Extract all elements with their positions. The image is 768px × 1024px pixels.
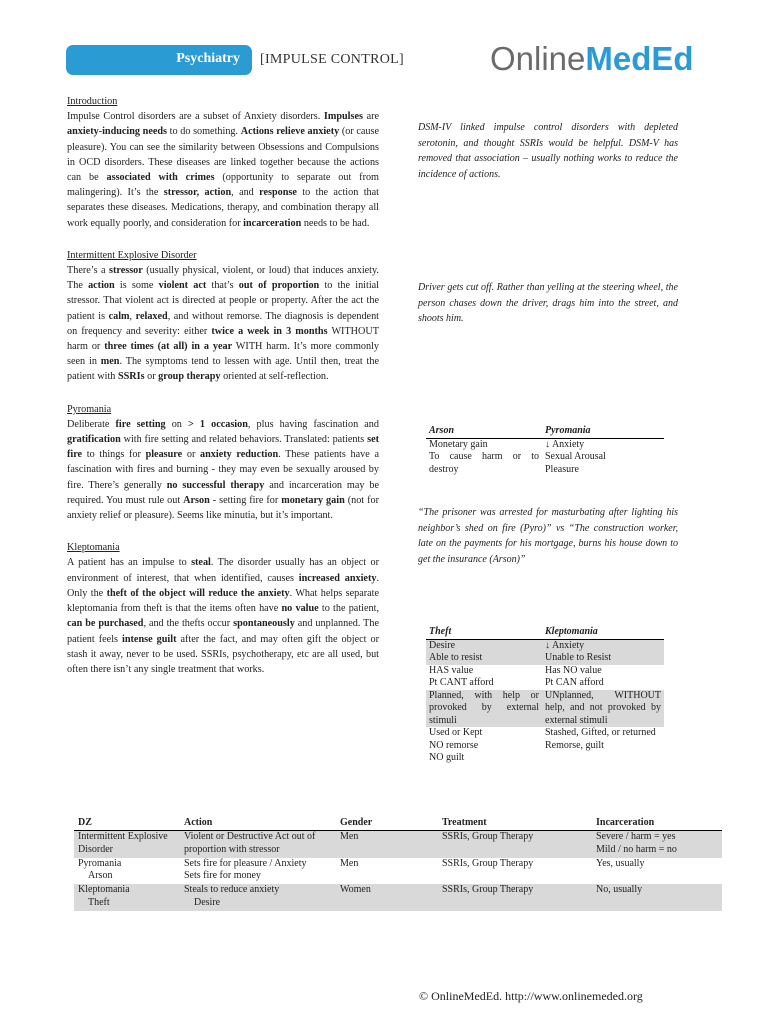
note-driver: Driver gets cut off. Rather than yelling at the steering wheel, the person chases down the driver, drags him into the street, and shoots him. [418, 282, 678, 325]
section-kleptomania [67, 540, 379, 677]
table-header-row: DZ Action Gender Treatment Incarceration [74, 816, 722, 831]
section-heading: Kleptomania [67, 542, 120, 554]
section-body: Deliberate fire setting on > 1 occasion, plus having fascination and gratification with fire setting and related behaviors. Translated: patients set fire to things for pleasure or anxiety reduction. These patients have a fascination with fires and burning - they may even be sexually aroused by fire. There’s generally no successful therapy and incarceration may be required. You must rule out Arson - setting fire for monetary gain (not for anxiety relief or pleasure). Seems like minutia, but it’s important. [67, 418, 380, 522]
section-body: Impulse Control disorders are a subset of Anxiety disorders. Impulses are anxiety-inducing needs to do something. Actions relieve anxiety (or cause pleasure). You can see the similarity between Obsessions and Compulsions in OCD disorders. These diseases are linked together because the actions can be associated with crimes (opportunity to separate out from malingering). It’s the stressor, action, and response to the action that separates these diseases. Medications, therapy, and combination therapy all work equally poorly, and consideration for incarceration needs to be had. [67, 111, 380, 229]
table-row: Monetary gain ↓ Anxiety [429, 438, 585, 450]
table-row: Desire Able to resist ↓ Anxiety Unable to Resist [426, 639, 664, 665]
summary-table [74, 816, 722, 911]
section-body: There’s a stressor (usually physical, violent, or loud) that induces anxiety. The action is some violent act that’s out of proportion to the initial stressor. That violent act is directed at people or property. After the act the patient is calm, relaxed, and without remorse. The diagnosis is dependent on frequency and severity: either twice a week in 3 months WITHOUT harm or three times (at all) in a year WITH harm. It’s more commonly seen in men. The symptoms tend to lessen with age. Until then, treat the patient with SSRIs or group therapy oriented at self-reflection. [67, 265, 380, 383]
note-dsm: DSM-IV linked impulse control disorders with depleted serotonin, and thought SSRIs would be helpful. DSM-V has removed that association – usually nothing works to reduce the incidence of actions. [418, 122, 678, 180]
note-prisoner: “The prisoner was arrested for masturbating after lighting his neighbor’s shed on fire (Pyro)” vs “The construction worker, late on the payments for his mortgage, burns his house down to get the insurance (Arson)” [418, 507, 678, 565]
section-body: A patient has an impulse to steal. The disorder usually has an object or environment of interest, that when identified, causes increased anxiety. Only the theft of the object will reduce the anxiety. What helps separate kleptomania from theft is that the items often have no value to the patient, can be purchased, and the thefts occur spontaneously and unplanned. The patient feels intense guilt after the fact, and may often gift the object or stash it away, never to be used. SSRIs, psychotherapy, etc are all used, but often there isn’t any single treatment that works. [67, 557, 379, 675]
section-intermittent-explosive [67, 248, 379, 385]
section-heading: Pyromania [67, 403, 112, 415]
onlinemeded-logo: OnlineMedEd [490, 40, 694, 77]
arson-vs-pyromania-table [426, 425, 664, 476]
table-header-row: Arson Pyromania [426, 425, 664, 438]
footer-copyright[interactable]: © OnlineMedEd. http://www.onlinemeded.org [419, 989, 643, 1003]
table-row: Planned, with help or provoked by external stimuli UNplanned, WITHOUT help, and not provoked by external stimuli [426, 690, 664, 728]
section-introduction [67, 94, 379, 231]
header-topic: [IMPULSE CONTROL] [260, 52, 404, 67]
theft-vs-kleptomania-table [426, 626, 664, 765]
header-subject-badge [66, 45, 252, 75]
table-row: HAS value Pt CANT afford Has NO value Pt CAN afford [429, 664, 604, 688]
table-row: To cause harm or to destroy Sexual Arousal Pleasure [429, 451, 606, 475]
table-row: Intermittent Explosive Disorder Violent or Destructive Act out of proportion with stressor Men SSRIs, Group Therapy Severe / harm = yes Mild / no harm = no [74, 831, 722, 858]
table-row: Used or Kept NO remorse NO guilt Stashed, Gifted, or returned Remorse, guilt [429, 727, 656, 763]
main-text-column [67, 94, 379, 677]
table-header-row: Theft Kleptomania [426, 626, 664, 639]
table-row: Pyromania Arson Sets fire for pleasure / Anxiety Sets fire for money Men SSRIs, Group Therapy Yes, usually [78, 857, 645, 882]
table-row: Kleptomania Theft Steals to reduce anxiety Desire Women SSRIs, Group Therapy No, usually [74, 884, 722, 911]
section-heading: Intermittent Explosive Disorder [67, 249, 197, 261]
section-heading: Introduction [67, 96, 118, 107]
header-subject: Psychiatry [176, 51, 240, 66]
section-pyromania [67, 402, 379, 524]
